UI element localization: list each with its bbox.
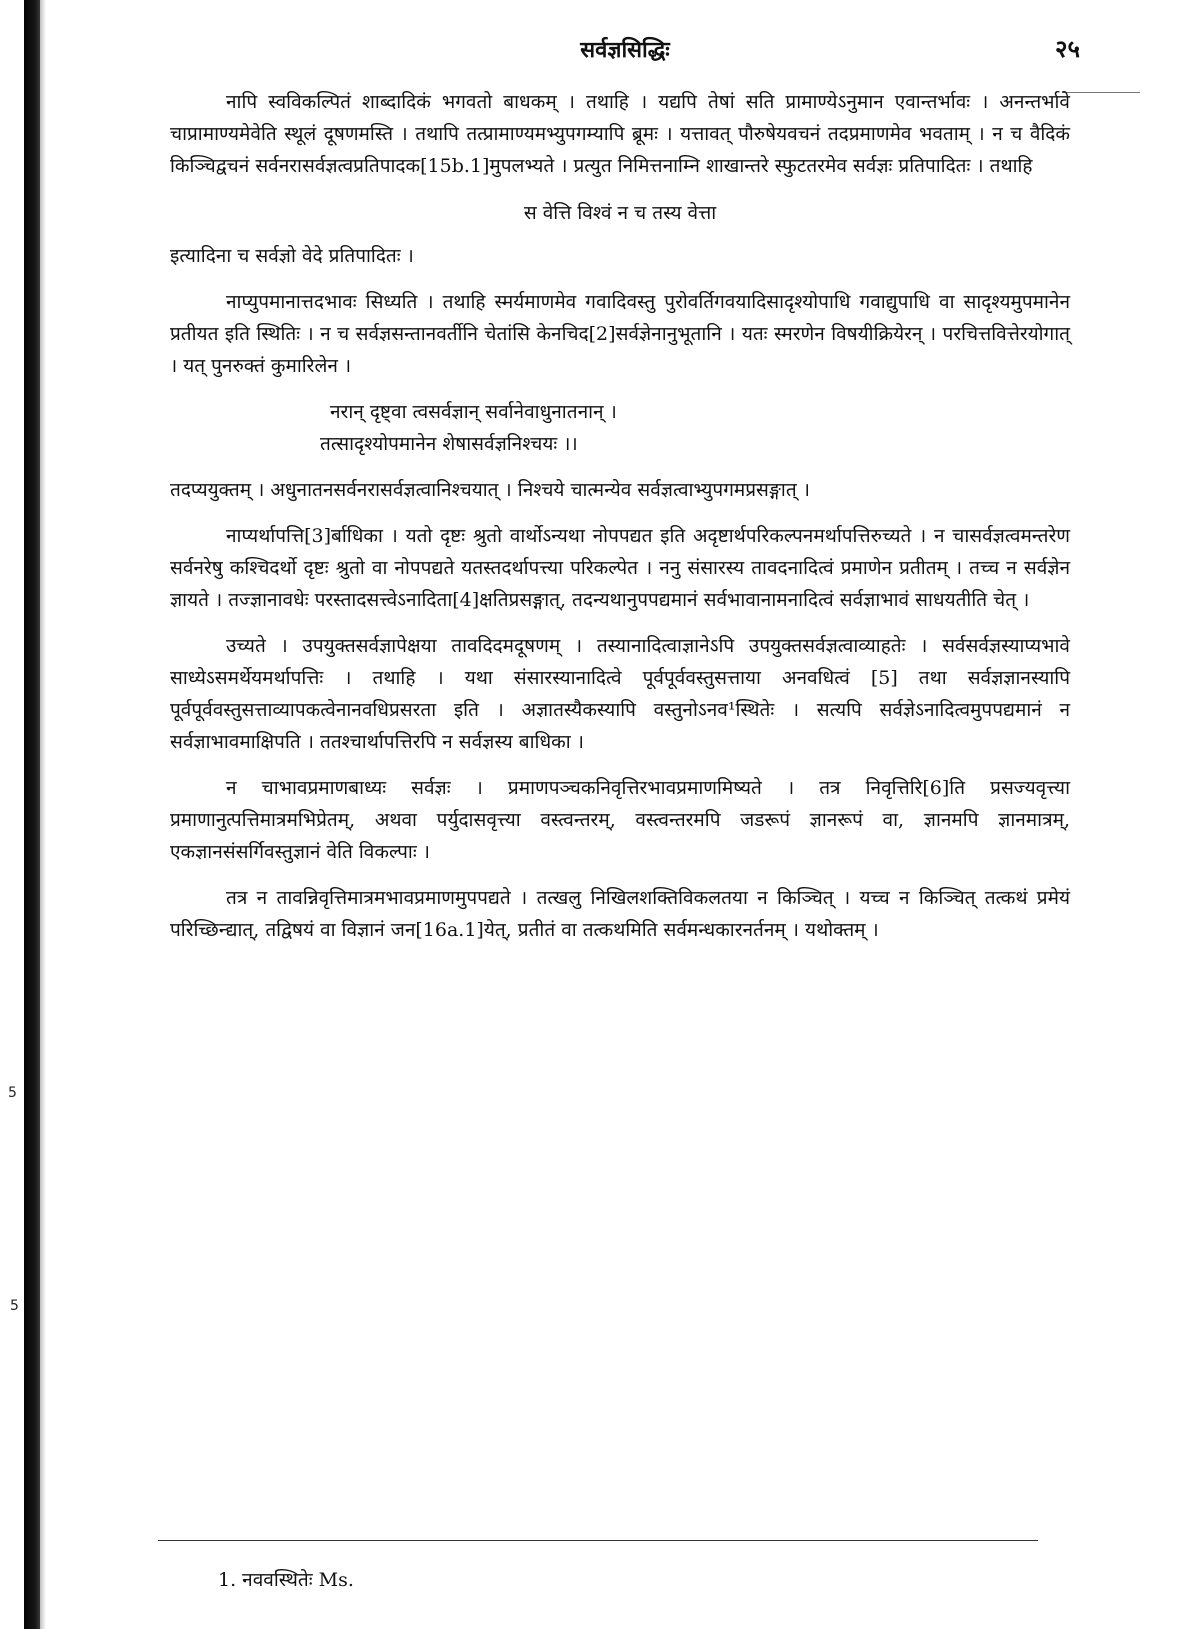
page-number: २५ [1055, 34, 1080, 63]
paragraph-2: इत्यादिना च सर्वज्ञो वेदे प्रतिपादितः । [170, 245, 414, 267]
paragraph-7: न चाभावप्रमाणबाध्यः सर्वज्ञः । प्रमाणपञ्चकनिवृत्तिरभावप्रमाणमिष्यते । तत्र निवृत्तिरि[6]ति प्रसज्यवृत्त्या प्रमाणानुत्पत्तिमात्रमभिप्रेतम्, अथवा पर्युदासवृत्त्या वस्त्वन्तरम्, वस्त्वन्तरमपि जडरूपं ज्ञानरूपं वा, ज्ञानमपि ज्ञानमात्रम्, एकज्ञानसंसर्गिवस्तुज्ञानं वेति विकल्पाः । [170, 777, 1070, 863]
margin-mark-lower: 5 [10, 1298, 19, 1314]
verse-line-2: तत्सादृश्योपमानेन शेषासर्वज्ञनिश्चयः ।। [320, 433, 578, 455]
paragraph-3: नाप्युपमानात्तदभावः सिध्यति । तथाहि स्मर्यमाणमेव गवादिवस्तु पुरोवर्तिगवयादिसादृश्योपाधि गवाद्युपाधि वा सादृश्यमुपमानेन प्रतीयत इति स्थितिः । न च सर्वज्ञसन्तानवर्तीनि चेतांसि केनचिद[2]सर्वज्ञेनानुभूतानि । यतः स्मरणेन विषयीक्रियेरन् । परचित्तवित्तेरयोगात् । यत् पुनरुक्तं कुमारिलेन । [170, 291, 1070, 377]
verse-quote-1: स वेत्ति विश्वं न च तस्य वेत्ता [523, 202, 717, 224]
footnote: 1. नववस्थितेः Ms. [218, 1569, 354, 1591]
paragraph-8: तत्र न तावन्निवृत्तिमात्रमभावप्रमाणमुपपद्यते । तत्खलु निखिलशक्तिविकलतया न किञ्चित् । यच्च न किञ्चित् तत्कथं प्रमेयं परिच्छिन्द्यात्, तद्विषयं वा विज्ञानं जन[16a.1]येत्, प्रतीतं वा तत्कथमिति सर्वमन्धकारनर्तनम् । यथोक्तम् । [170, 887, 1070, 941]
page-header [170, 30, 1080, 70]
verse-line-1: नरान् दृष्ट्वा त्वसर्वज्ञान् सर्वानेवाधुनातनान् । [330, 401, 617, 423]
paragraph-4: तदप्ययुक्तम् । अधुनातनसर्वनरासर्वज्ञत्वानिश्चयात् । निश्चये चात्मन्येव सर्वज्ञत्वाभ्युपगमप्रसङ्गात् । [170, 479, 810, 501]
footnote-rule [158, 1540, 1038, 1541]
binding-shadow [40, 0, 46, 1629]
margin-mark-upper: 5 [8, 1085, 17, 1101]
paragraph-1: नापि स्वविकल्पितं शाब्दादिकं भगवतो बाधकम् । तथाहि । यद्यपि तेषां सति प्रामाण्येऽनुमान एवान्तर्भावः । अनन्तर्भावे चाप्रामाण्यमेवेति स्थूलं दूषणमस्ति । तथापि तत्प्रामाण्यमभ्युपगम्यापि ब्रूमः । यत्तावत् पौरुषेयवचनं तदप्रमाणमेव भवताम् । न च वैदिकं किञ्चिद्वचनं सर्वनरासर्वज्ञत्वप्रतिपादक[15b.1]मुपलभ्यते । प्रत्युत निमित्तनाम्नि शाखान्तरे स्फुटतरमेव सर्वज्ञः प्रतिपादितः । तथाहि [170, 91, 1070, 177]
page-body [170, 86, 1070, 960]
verse-quote-2 [170, 396, 1070, 460]
running-title: सर्वज्ञसिद्धिः [580, 37, 670, 63]
paragraph-5: नाप्यर्थापत्ति[3]र्बाधिका । यतो दृष्टः श्रुतो वार्थोऽन्यथा नोपपद्यत इति अदृष्टार्थपरिकल्पनमर्थापत्तिरुच्यते । न चासर्वज्ञत्वमन्तरेण सर्वनरेषु कश्चिदर्थो दृष्टः श्रुतो वा नोपपद्यते यतस्तदर्थापत्त्या परिकल्पेत । ननु संसारस्य तावदनादित्वं प्रमाणेन प्रतीतम् । तच्च न सर्वज्ञेन ज्ञायते । तज्ज्ञानावधेः परस्तादसत्त्वेऽनादिता[4]क्षतिप्रसङ्गात्, तदन्यथानुपपद्यमानं सर्वभावानामनादित्वं सर्वज्ञाभावं साधयतीति चेत् । [170, 525, 1070, 611]
paragraph-6: उच्यते । उपयुक्तसर्वज्ञापेक्षया तावदिदमदूषणम् । तस्यानादित्वाज्ञानेऽपि उपयुक्तसर्वज्ञत्वाव्याहतेः । सर्वसर्वज्ञस्याप्यभावे साध्येऽसमर्थेयमर्थापत्तिः । तथाहि । यथा संसारस्यानादित्वे पूर्वपूर्ववस्तुसत्ताया अनवधित्वं [5] तथा सर्वज्ञज्ञानस्यापि पूर्वपूर्ववस्तुसत्ताव्यापकत्वेनानवधिप्रसरता इति । अज्ञातस्यैकस्यापि वस्तुनोऽनव¹स्थितेः । सत्यपि सर्वज्ञेऽनादित्वमुपपद्यमानं न सर्वज्ञाभावमाक्षिपति । ततश्चार्थापत्तिरपि न सर्वज्ञस्य बाधिका । [170, 635, 1070, 753]
book-binding-edge [24, 0, 40, 1629]
header-rule [1062, 92, 1140, 93]
